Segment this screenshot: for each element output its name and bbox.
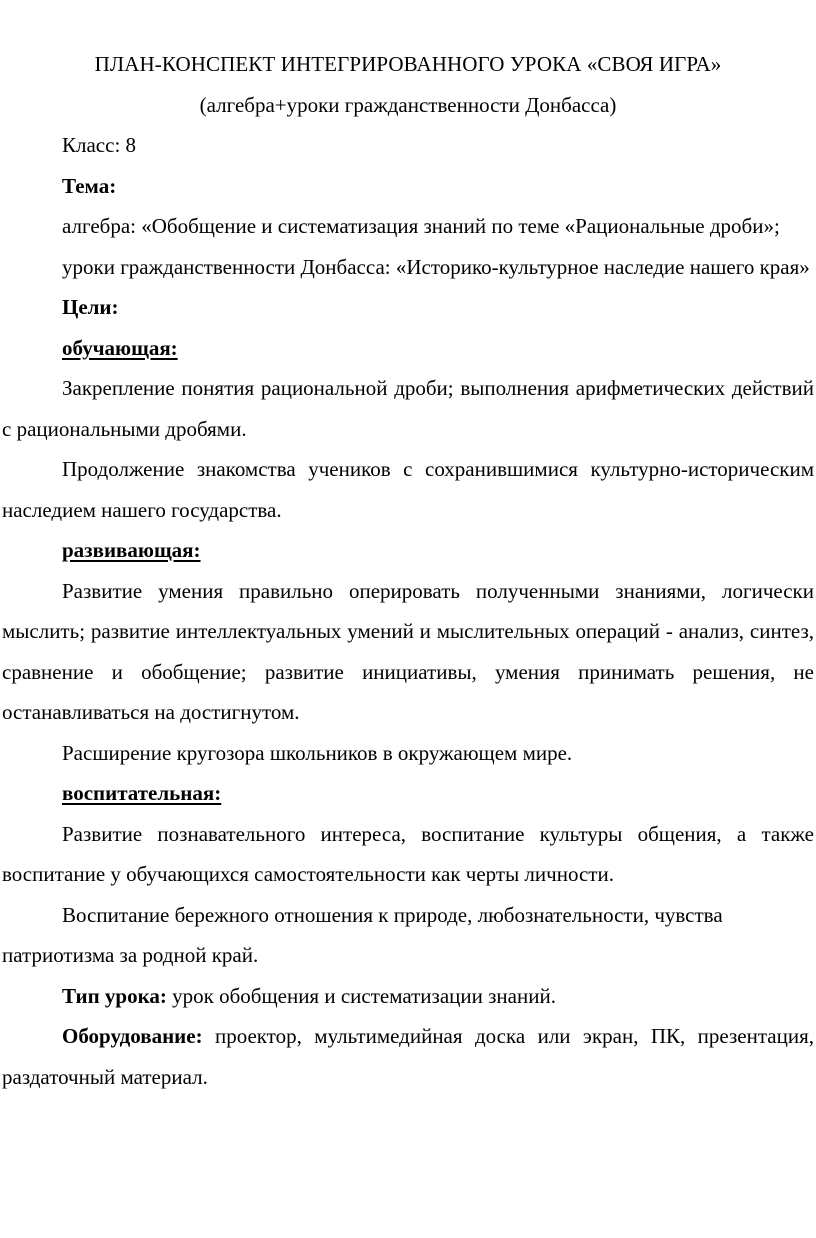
equipment-value: проектор, мультимедийная доска или экран, ПК, презентация, раздаточный материал. — [2, 1024, 814, 1089]
topic-heading: Тема: — [62, 173, 117, 198]
equipment-label: Оборудование: — [62, 1024, 203, 1048]
topic-civics: уроки гражданственности Донбасса: «Историко-культурное наследие нашего края» — [62, 254, 810, 279]
lesson-type-label: Тип урока: — [62, 983, 167, 1008]
lesson-type-line — [2, 976, 814, 1017]
equipment-line — [2, 1016, 814, 1097]
document-title: ПЛАН-КОНСПЕКТ ИНТЕГРИРОВАННОГО УРОКА «СВОЯ ИГРА» — [94, 52, 722, 76]
document-page — [0, 44, 816, 1097]
upbringing-paragraph-1: Развитие познавательного интереса, воспитание культуры общения, а также воспитание у обучающихся самостоятельности как черты личности. — [2, 821, 814, 886]
developing-heading: развивающая: — [62, 538, 201, 562]
educational-heading: обучающая: — [62, 335, 178, 360]
educational-paragraph-1: Закрепление понятия рациональной дроби; выполнения арифметических действий с рациональными дробями. — [2, 376, 814, 441]
document-subtitle: (алгебра+уроки гражданственности Донбасса) — [199, 92, 617, 117]
class-line: Класс: 8 — [62, 133, 137, 157]
topic-algebra: алгебра: «Обобщение и систематизация знаний по теме «Рациональные дроби»; — [62, 214, 780, 238]
developing-paragraph-2: Расширение кругозора школьников в окружающем мире. — [62, 740, 573, 765]
lesson-type-value: урок обобщения и систематизации знаний. — [166, 983, 556, 1008]
developing-paragraph-1: Развитие умения правильно оперировать полученными знаниями, логически мыслить; развитие интеллектуальных умений и мыслительных операций - анализ, синтез, сравнение и обобщение; развитие инициативы, умения принимать решения, не останавливаться на достигнутом. — [2, 578, 814, 724]
educational-paragraph-2: Продолжение знакомства учеников с сохранившимися культурно-историческим наследием нашего государства. — [2, 457, 814, 522]
upbringing-paragraph-2: Воспитание бережного отношения к природе, любознательности, чувства патриотизма за родной край. — [2, 902, 723, 967]
upbringing-heading: воспитательная: — [62, 781, 222, 805]
goals-heading: Цели: — [62, 295, 119, 319]
